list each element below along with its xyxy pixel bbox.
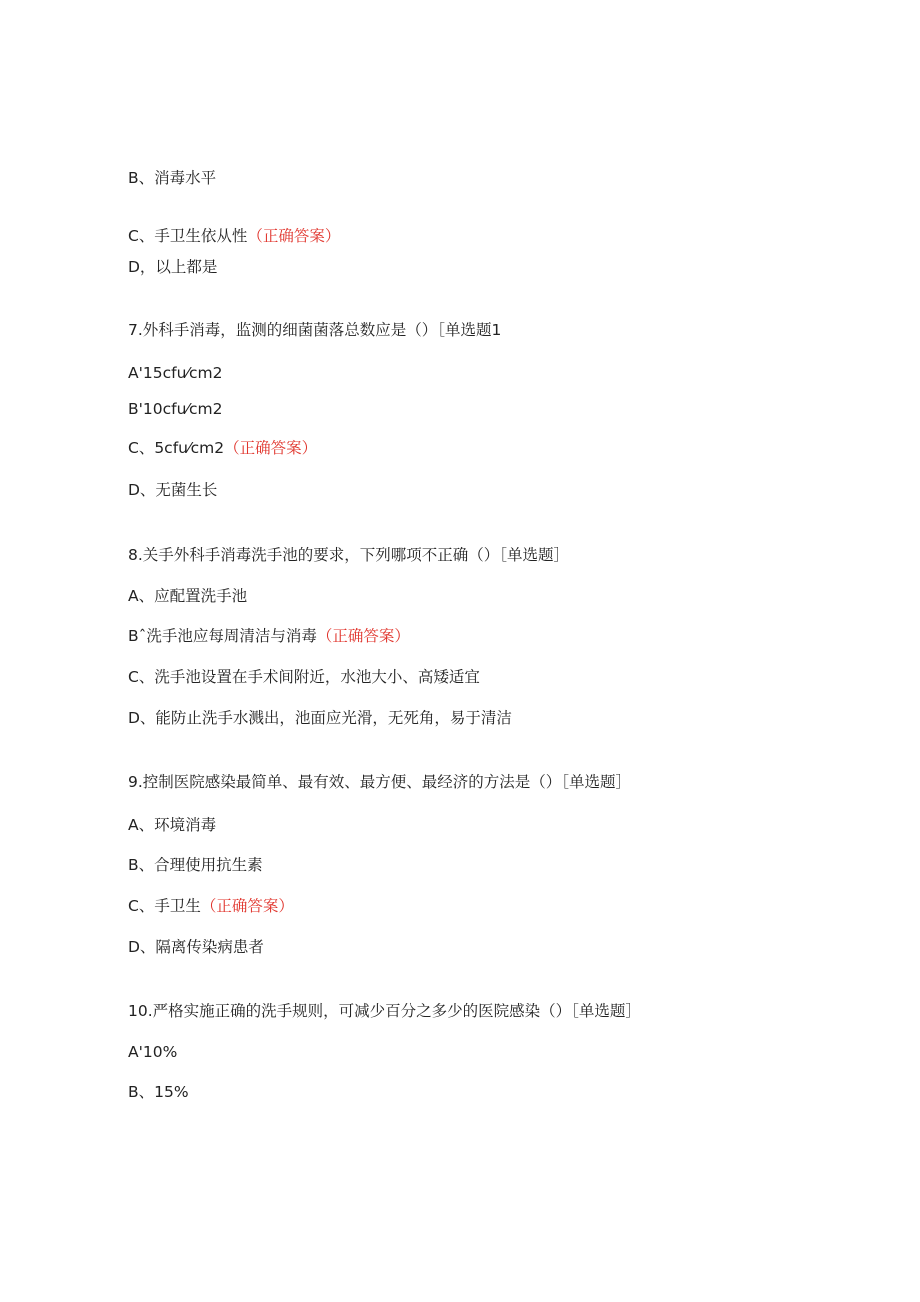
q7-option-b: B'10cfu⁄cm2 xyxy=(128,400,223,418)
q8-question: 8.关手外科手消毒洗手池的要求，下列哪项不正确（）［单选题］ xyxy=(128,546,570,564)
q6-option-d: D，以上都是 xyxy=(128,258,218,276)
q7-option-d: D、无菌生长 xyxy=(128,481,218,499)
q6-option-c: C、手卫生依从性（正确答案） xyxy=(128,227,341,245)
q8-option-d: D、能防止洗手水溅出，池面应光滑，无死角，易于清洁 xyxy=(128,709,512,727)
q9-question: 9.控制医院感染最简单、最有效、最方便、最经济的方法是（）［单选题］ xyxy=(128,773,632,791)
q7-option-a: A'15cfu⁄cm2 xyxy=(128,364,223,382)
correct-answer-mark: （正确答案） xyxy=(247,227,341,245)
q10-question: 10.严格实施正确的洗手规则，可减少百分之多少的医院感染（）［单选题］ xyxy=(128,1002,641,1020)
q7-option-c: C、5cfu⁄cm2（正确答案） xyxy=(128,439,318,457)
correct-answer-mark: （正确答案） xyxy=(316,627,410,645)
q9-option-a: A、环境消毒 xyxy=(128,816,217,834)
q10-option-a: A'10% xyxy=(128,1043,178,1061)
q9-option-b: B、合理使用抗生素 xyxy=(128,856,263,874)
q7-question: 7.外科手消毒，监测的细菌菌落总数应是（）［单选题1 xyxy=(128,321,502,339)
q10-option-b: B、15% xyxy=(128,1083,189,1101)
q8-option-b: Bˆ洗手池应每周清洁与消毒（正确答案） xyxy=(128,627,410,645)
q9-option-d: D、隔离传染病患者 xyxy=(128,938,264,956)
correct-answer-mark: （正确答案） xyxy=(200,897,294,915)
q8-option-a: A、应配置洗手池 xyxy=(128,587,248,605)
q8-option-c: C、洗手池设置在手术间附近，水池大小、高矮适宜 xyxy=(128,668,480,686)
correct-answer-mark: （正确答案） xyxy=(224,439,318,457)
q9-option-c: C、手卫生（正确答案） xyxy=(128,897,294,915)
q6-option-b: B、消毒水平 xyxy=(128,169,217,187)
